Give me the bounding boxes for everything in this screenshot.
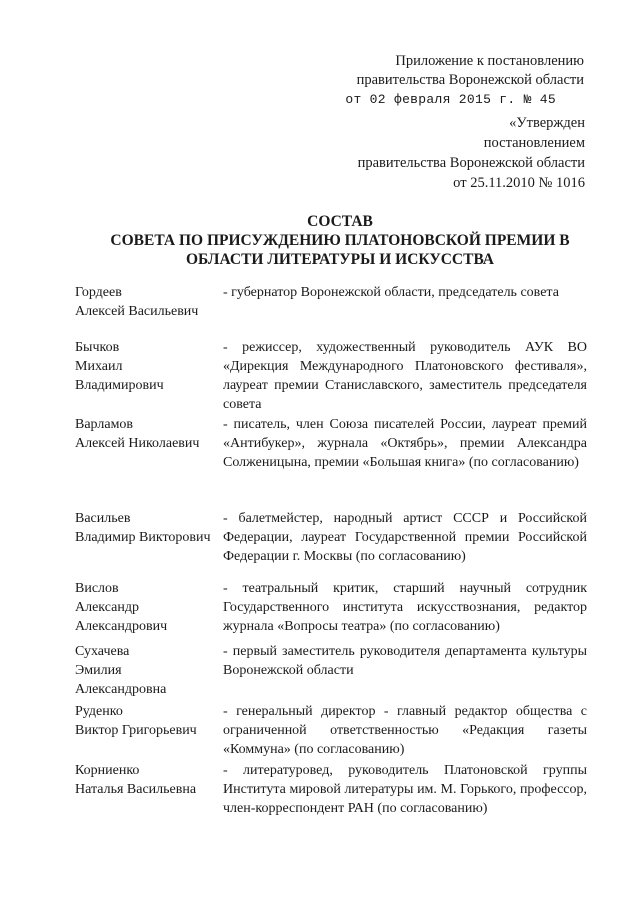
member-name: Гордеев Алексей Васильевич — [75, 285, 199, 319]
member-name: Руденко Виктор Григорьевич — [75, 704, 197, 738]
member-row — [75, 642, 587, 702]
member-name: Бычков Михаил Владимирович — [75, 340, 164, 393]
member-name: Варламов Алексей Николаевич — [75, 417, 200, 451]
approval-line-3: правительства Воронежской области — [357, 155, 585, 171]
member-row — [75, 761, 587, 841]
appendix-line-1: Приложение к постановлению — [395, 53, 584, 69]
appendix-line-2: правительства Воронежской области — [356, 72, 584, 88]
title-line-1: СОСТАВ — [307, 213, 373, 230]
member-row — [75, 338, 587, 415]
member-role: - режиссер, художественный руководитель АУК ВО «Дирекция Международного Платоновского фестиваля», лауреат премии Станиславского, заместитель председателя совета — [223, 340, 587, 412]
member-role: - балетмейстер, народный артист СССР и Российской Федерации, лауреат Государственной премии Российской Федерации г. Москвы (по согласованию) — [223, 511, 587, 564]
member-role: - генеральный директор - главный редактор общества с ограниченной ответственностью «Редакция газеты «Коммуна» (по согласованию) — [223, 704, 587, 757]
document-title — [60, 212, 620, 269]
approval-block — [325, 113, 585, 193]
member-name: Вислов Александр Александрович — [75, 581, 168, 634]
member-role: - губернатор Воронежской области, председатель совета — [223, 285, 559, 300]
member-row — [75, 509, 587, 579]
member-row — [75, 415, 587, 509]
approval-line-1: «Утвержден — [509, 115, 585, 131]
title-line-3: ОБЛАСТИ ЛИТЕРАТУРЫ И ИСКУССТВА — [186, 251, 494, 268]
member-role: - литературовед, руководитель Платоновской группы Института мировой литературы им. М. Горького, профессор, член-корреспондент РАН (по согласованию) — [223, 763, 587, 816]
member-row — [75, 702, 587, 761]
member-row — [75, 579, 587, 642]
approval-line-4: от 25.11.2010 № 1016 — [453, 175, 585, 191]
member-name: Корниенко Наталья Васильевна — [75, 763, 197, 797]
member-role: - первый заместитель руководителя департамента культуры Воронежской области — [223, 644, 587, 678]
member-name: Васильев Владимир Викторович — [75, 511, 211, 545]
member-row — [75, 283, 587, 338]
member-role: - театральный критик, старший научный сотрудник Государственного института искусствознания, редактор журнала «Вопросы театра» (по согласованию) — [223, 581, 587, 634]
approval-line-2: постановлением — [483, 135, 585, 151]
title-line-2: СОВЕТА ПО ПРИСУЖДЕНИЮ ПЛАТОНОВСКОЙ ПРЕМИИ В — [110, 232, 570, 249]
member-list — [75, 283, 587, 841]
appendix-header — [324, 52, 584, 109]
appendix-date-line: от 02 февраля 2015 г. № 45 — [345, 92, 556, 107]
member-role: - писатель, член Союза писателей России, лауреат премий «Антибукер», журнала «Октябрь», премии Александра Солженицына, премии «Большая книга» (по согласованию) — [223, 417, 587, 470]
member-name: Сухачева Эмилия Александровна — [75, 644, 167, 697]
